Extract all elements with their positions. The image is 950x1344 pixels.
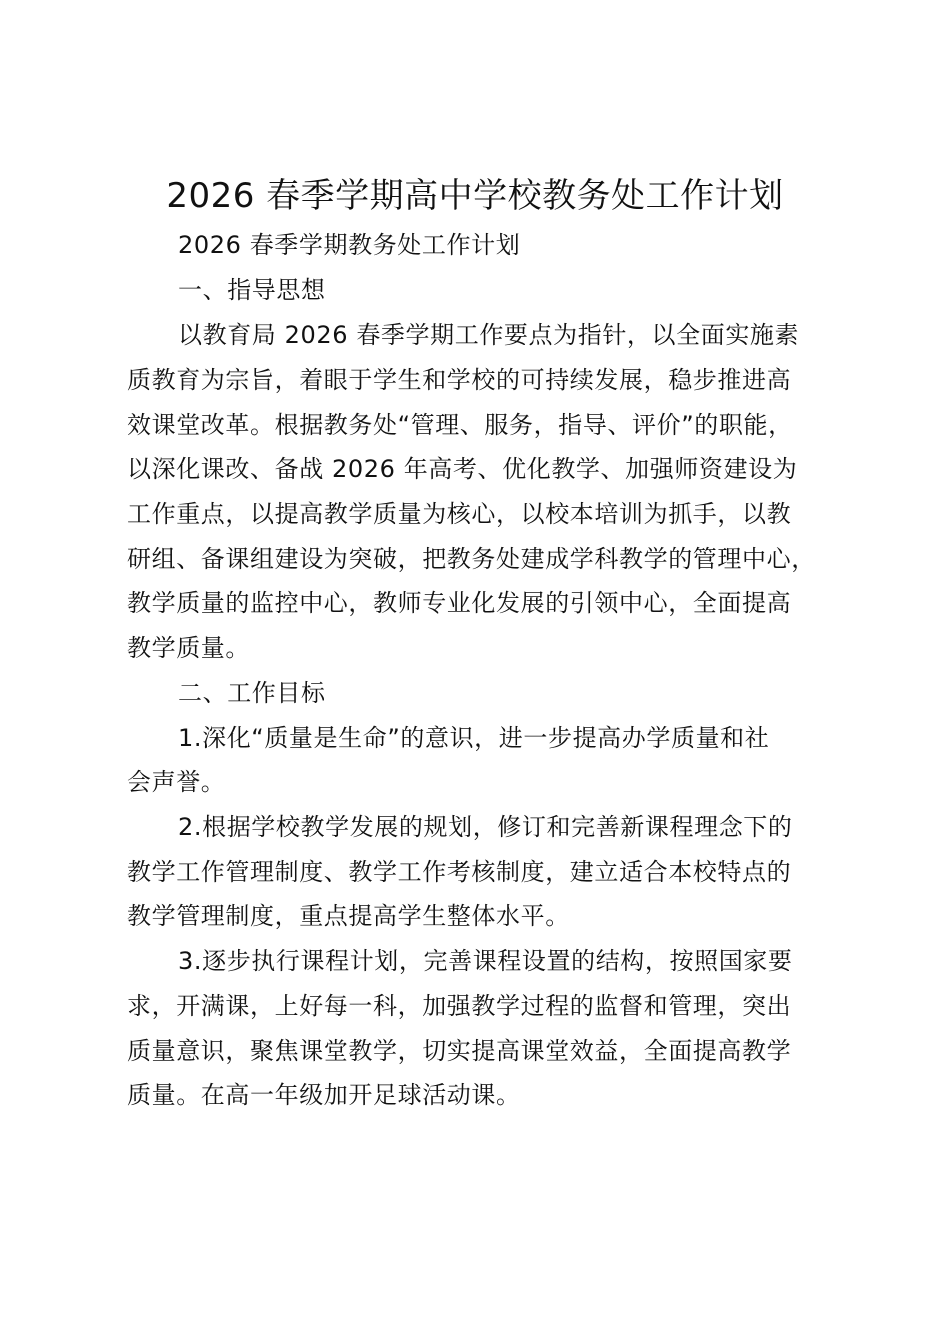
list-item-line: 求，开满课，上好每一科，加强教学过程的监督和管理，突出 [127, 992, 792, 1020]
list-item-line: 教学管理制度，重点提高学生整体水平。 [127, 902, 570, 930]
section-heading-guiding-ideology: 一、指导思想 [178, 276, 326, 304]
list-item-line: 2.根据学校教学发展的规划，修订和完善新课程理念下的 [178, 813, 793, 841]
list-item-line: 1.深化“质量是生命”的意识，进一步提高办学质量和社 [178, 724, 770, 752]
list-item-line: 质量。在高一年级加开足球活动课。 [127, 1081, 521, 1109]
list-item-line: 质量意识，聚焦课堂教学，切实提高课堂效益，全面提高教学 [127, 1037, 792, 1065]
paragraph-line: 效课堂改革。根据教务处“管理、服务，指导、评价”的职能， [127, 411, 793, 439]
paragraph-line: 研组、备课组建设为突破，把教务处建成学科教学的管理中心， [127, 545, 816, 573]
document-subtitle: 2026 春季学期教务处工作计划 [178, 231, 521, 259]
paragraph-line: 教学质量。 [127, 634, 250, 662]
paragraph-line: 以深化课改、备战 2026 年高考、优化教学、加强师资建设为 [127, 455, 798, 483]
list-item-line: 3.逐步执行课程计划，完善课程设置的结构，按照国家要 [178, 947, 793, 975]
paragraph-line: 以教育局 2026 春季学期工作要点为指针，以全面实施素 [178, 321, 800, 349]
document-title: 2026 春季学期高中学校教务处工作计划 [166, 176, 784, 216]
paragraph-line: 工作重点，以提高教学质量为核心，以校本培训为抓手，以教 [127, 500, 792, 528]
section-heading-work-goals: 二、工作目标 [178, 679, 326, 707]
paragraph-line: 质教育为宗旨，着眼于学生和学校的可持续发展，稳步推进高 [127, 366, 792, 394]
list-item-line: 教学工作管理制度、教学工作考核制度，建立适合本校特点的 [127, 858, 792, 886]
list-item-line: 会声誉。 [127, 768, 226, 796]
paragraph-line: 教学质量的监控中心，教师专业化发展的引领中心，全面提高 [127, 589, 792, 617]
